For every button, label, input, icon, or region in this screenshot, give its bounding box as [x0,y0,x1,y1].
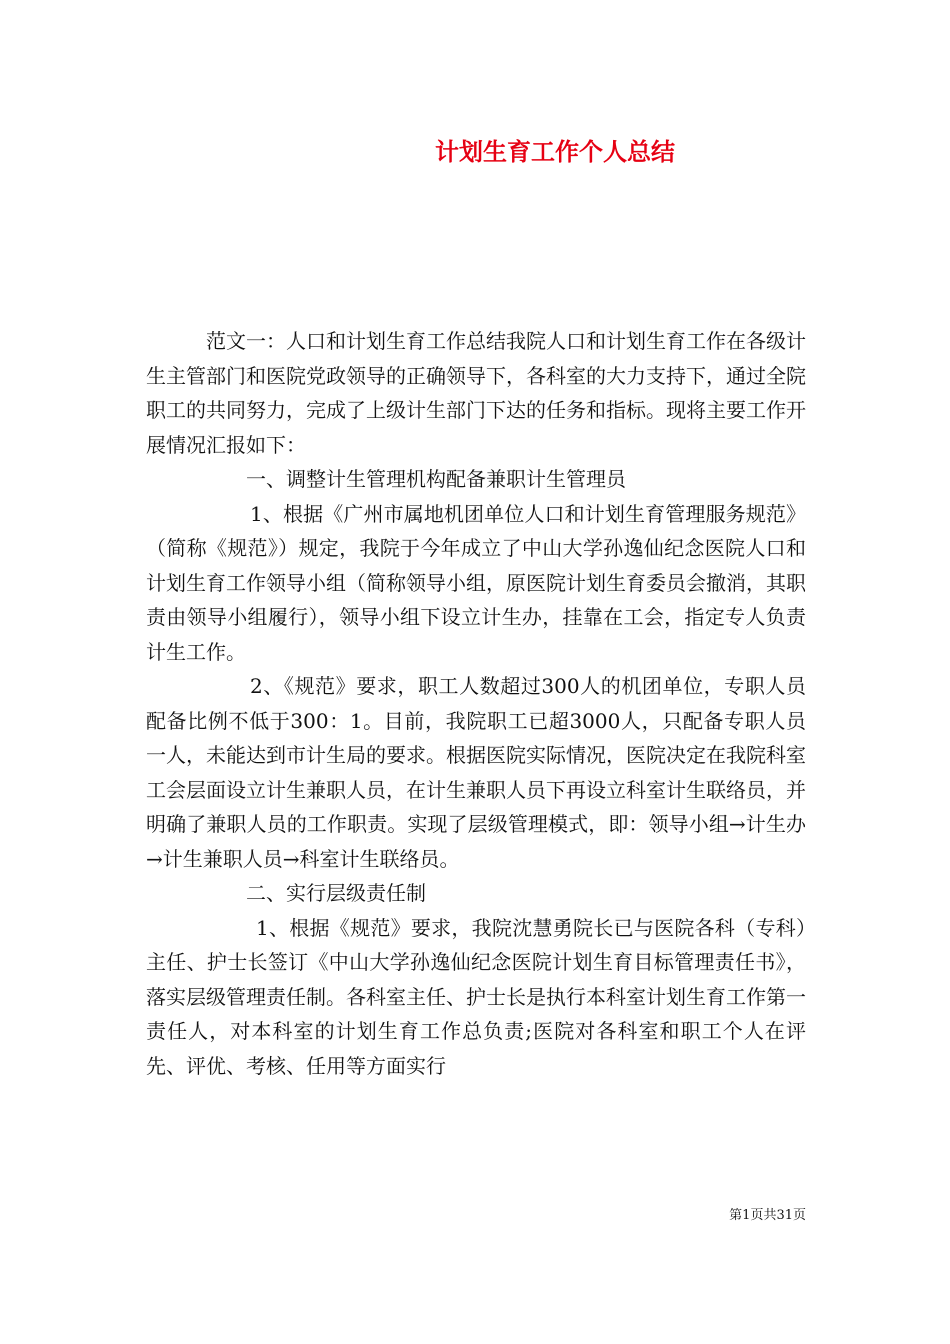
paragraph-2-1: 1、根据《规范》要求，我院沈慧勇院长已与医院各科（专科）主任、护士长签订《中山大学孙逸仙纪念医院计划生育目标管理责任书》，落实层级管理责任制。各科室主任、护士长是执行本科室计划生育工作第一责任人，对本科室的计划生育工作总负责;医院对各科室和职工个人在评先、评优、考核、任用等方面实行 [146,915,806,1078]
paragraph-intro: 范文一：人口和计划生育工作总结我院人口和计划生育工作在各级计生主管部门和医院党政领导的正确领导下，各科室的大力支持下，通过全院职工的共同努力，完成了上级计生部门下达的任务和指标。现将主要工作开展情况汇报如下： [146,329,806,457]
section-heading-2: 二、实行层级责任制 [246,881,426,905]
paragraph-1-1: 1、根据《广州市属地机团单位人口和计划生育管理服务规范》（简称《规范》）规定，我院于今年成立了中山大学孙逸仙纪念医院人口和计划生育工作领导小组（简称领导小组，原医院计划生育委员会撤消，其职责由领导小组履行），领导小组下设立计生办，挂靠在工会，指定专人负责计生工作。 [146,501,806,664]
document-body [146,324,806,1083]
paragraph-1-2: 2、《规范》要求，职工人数超过300人的机团单位，专职人员配备比例不低于300：1。目前，我院职工已超3000人，只配备专职人员一人，未能达到市计生局的要求。根据医院实际情况，医院决定在我院科室工会层面设立计生兼职人员，在计生兼职人员下再设立科室计生联络员，并明确了兼职人员的工作职责。实现了层级管理模式，即：领导小组→计生办→计生兼职人员→科室计生联络员。 [146,674,806,871]
document-title: 计划生育工作个人总结 [435,137,675,166]
page-number: 第1页共31页 [729,1208,806,1223]
section-heading-1: 一、调整计生管理机构配备兼职计生管理员 [246,467,626,491]
